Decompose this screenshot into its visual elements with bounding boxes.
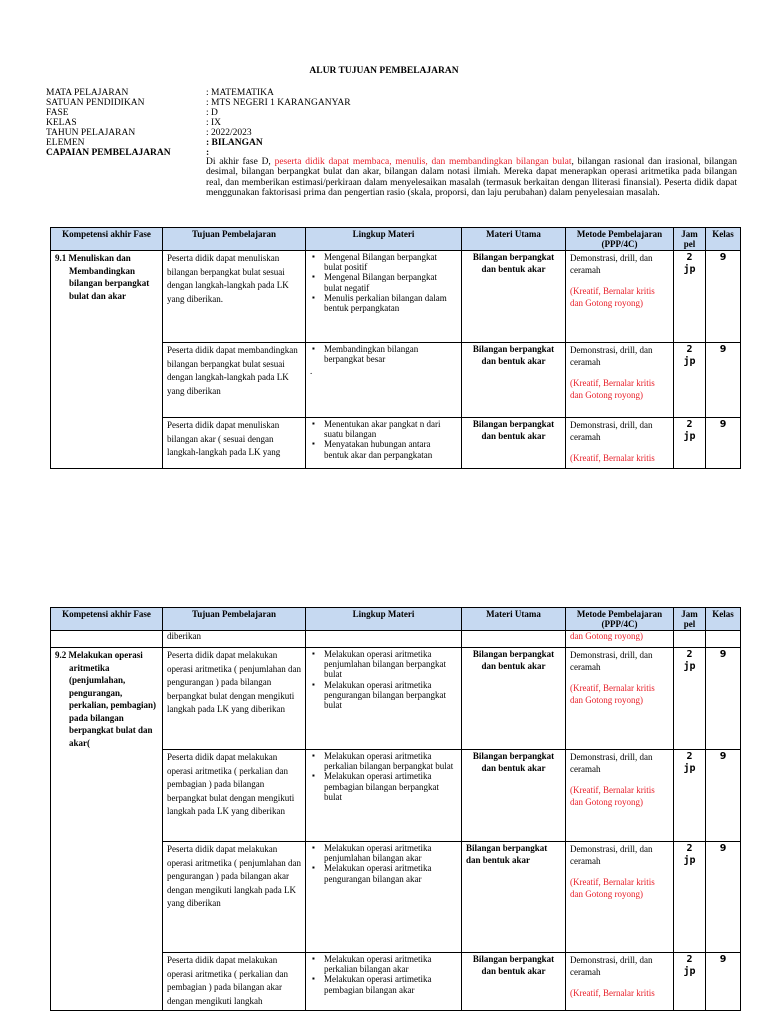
jam-cell: 2 jp — [674, 750, 706, 842]
list-item: ▪ Menulis perkalian bilangan dalam bentuk perpangkatan — [324, 293, 457, 313]
materi-cell — [462, 631, 566, 648]
kelas-cell: 9 — [706, 750, 741, 842]
metode-text: Demonstrasi, drill, dan ceramah — [570, 420, 653, 442]
meta-value: : MATEMATIKA — [206, 88, 274, 98]
jam-cell: 2 jp — [674, 648, 706, 750]
meta-label: KELAS — [46, 118, 77, 128]
kelas-cell: 9 — [706, 648, 741, 750]
tujuan-cell: Peserta didik dapat melakukan operasi aritmetika ( perkalian dan pembagian ) pada bilangan berpangkat bulat dengan mengikuti langkah pada LK yang diberikan — [163, 750, 306, 842]
list-item: ▪ Menentukan akar pangkat n dari suatu bilangan — [324, 419, 457, 439]
metode-cell — [566, 343, 674, 418]
tujuan-cell: Peserta didik dapat melakukan operasi aritmetika ( penjumlahan dan pengurangan ) pada bilangan akar dengan mengikuti langkah pada LK yang diberikan — [163, 842, 306, 953]
kelas-cell: 9 — [706, 418, 741, 469]
document-title: ALUR TUJUAN PEMBELAJARAN — [309, 66, 459, 76]
kelas-cell — [706, 631, 741, 648]
kelas-cell: 9 — [706, 953, 741, 1011]
lingkup-cell — [306, 648, 462, 750]
atp-table-1 — [50, 227, 741, 469]
list-item: ▪ Melakukan operasi aritmetika penjumlahan bilangan akar — [324, 843, 457, 863]
header-jam: Jam pel — [674, 228, 706, 251]
metode-text: Demonstrasi, drill, dan ceramah — [570, 253, 653, 275]
capaian-highlight: peserta didik dapat membaca, menulis, dan membandingkan bilangan bulat — [274, 157, 572, 167]
metode-cell — [566, 418, 674, 469]
lingkup-cell — [306, 842, 462, 953]
metode-text: Demonstrasi, drill, dan ceramah — [570, 650, 653, 672]
metode-values: (Kreatif, Bernalar kritis — [570, 988, 655, 998]
list-item: ▪ Melakukan operasi aritmetika perkalian bilangan berpangkat bulat — [324, 751, 457, 771]
metode-cell — [566, 953, 674, 1011]
metode-text: Demonstrasi, drill, dan ceramah — [570, 955, 653, 977]
kompetensi-cell — [51, 631, 163, 648]
header-tujuan: Tujuan Pembelajaran — [163, 608, 306, 631]
meta-block — [46, 88, 746, 158]
lingkup-cell — [306, 418, 462, 469]
materi-cell: Bilangan berpangkat dan bentuk akar — [462, 648, 566, 750]
header-kompetensi: Kompetensi akhir Fase — [51, 608, 163, 631]
tujuan-cell: Peserta didik dapat melakukan operasi aritmetika ( penjumlahan dan pengurangan ) pada bilangan berpangkat bulat dengan mengikuti langkah pada LK yang diberikan — [163, 648, 306, 750]
header-materi: Materi Utama — [462, 228, 566, 251]
jam-cell — [674, 631, 706, 648]
metode-cell — [566, 251, 674, 343]
metode-values: (Kreatif, Bernalar kritis — [570, 453, 655, 463]
table-row — [51, 251, 741, 343]
materi-cell: Bilangan berpangkat dan bentuk akar — [462, 842, 566, 953]
kelas-cell: 9 — [706, 842, 741, 953]
metode-values: (Kreatif, Bernalar kritis dan Gotong royong) — [570, 683, 655, 705]
list-item: ▪ Mengenal Bilangan berpangkat bulat positif — [324, 252, 457, 272]
materi-cell: Bilangan berpangkat dan bentuk akar — [462, 750, 566, 842]
kompetensi-cell — [51, 648, 163, 1011]
lingkup-cell — [306, 251, 462, 343]
kelas-cell: 9 — [706, 343, 741, 418]
list-item: ▪ Melakukan operasi aritmetika pengurangan bilangan berpangkat bulat — [324, 680, 457, 711]
meta-value: : IX — [206, 118, 222, 128]
list-item: ▪ Melakukan operasi aritmetika perkalian bilangan akar — [324, 954, 457, 974]
kompetensi-cell — [51, 251, 163, 469]
metode-text: Demonstrasi, drill, dan ceramah — [570, 752, 653, 774]
list-item: ▪ Melakukan operasi artimetika pembagian bilangan berpangkat bulat — [324, 771, 457, 802]
lingkup-cell — [306, 953, 462, 1011]
metode-values: (Kreatif, Bernalar kritis dan Gotong royong) — [570, 286, 655, 308]
list-item: ▪ Melakukan operasi aritmetika pengurangan bilangan akar — [324, 863, 457, 883]
metode-values: (Kreatif, Bernalar kritis dan Gotong royong) — [570, 877, 655, 899]
lingkup-cell — [306, 750, 462, 842]
atp-table-2 — [50, 607, 741, 1011]
metode-text: Demonstrasi, drill, dan ceramah — [570, 844, 653, 866]
metode-cell — [566, 750, 674, 842]
capaian-pre: Di akhir fase D, — [206, 157, 275, 167]
lingkup-extra: . — [310, 366, 313, 377]
meta-label: SATUAN PENDIDIKAN — [46, 98, 145, 108]
lingkup-cell — [306, 631, 462, 648]
list-item: ▪ Mengenal Bilangan berpangkat bulat negatif — [324, 272, 457, 292]
table-row — [51, 648, 741, 750]
header-kelas: Kelas — [706, 608, 741, 631]
header-lingkup: Lingkup Materi — [306, 228, 462, 251]
table-row — [51, 631, 741, 648]
tujuan-cell: Peserta didik dapat melakukan operasi aritmetika ( perkalian dan pembagian ) pada bilangan akar dengan mengikuti langkah — [163, 953, 306, 1011]
meta-value: : BILANGAN — [206, 138, 263, 148]
metode-values: (Kreatif, Bernalar kritis dan Gotong royong) — [570, 785, 655, 807]
meta-value: : 2022/2023 — [206, 128, 252, 138]
header-metode: Metode Pembelajaran (PPP/4C) — [566, 228, 674, 251]
list-item: ▪ Membandingkan bilangan berpangkat besar — [324, 344, 457, 364]
jam-cell: 2 jp — [674, 343, 706, 418]
capaian-post: , bilangan rasional dan irasional, bilangan desimal, bilangan berpangkat bulat dan akar, bilangan dalam notasi ilmiah. Mereka dapat menerapkan operasi aritmetika pada bilangan real, dan memberikan estimasi/perkiraan dalam menyelesaikan masalah (termasuk berkaitan dengan lliterasi finansial). Peserta didik dapat menggunakan faktorisasi prima dan pengertian rasio (skala, proporsi, dan laju perubahan) dalam penyelesaian masalah. — [206, 157, 737, 199]
kelas-cell: 9 — [706, 251, 741, 343]
materi-cell: Bilangan berpangkat dan bentuk akar — [462, 343, 566, 418]
meta-value: : MTS NEGERI 1 KARANGANYAR — [206, 98, 351, 108]
header-metode: Metode Pembelajaran (PPP/4C) — [566, 608, 674, 631]
materi-cell: Bilangan berpangkat dan bentuk akar — [462, 418, 566, 469]
header-tujuan: Tujuan Pembelajaran — [163, 228, 306, 251]
lingkup-cell — [306, 343, 462, 418]
header-jam: Jam pel — [674, 608, 706, 631]
capaian-text — [206, 157, 737, 199]
jam-cell: 2 jp — [674, 842, 706, 953]
meta-label: FASE — [46, 108, 69, 118]
list-item: ▪ Melakukan operasi aritmetika penjumlahan bilangan berpangkat bulat — [324, 649, 457, 680]
header-lingkup: Lingkup Materi — [306, 608, 462, 631]
metode-cell — [566, 842, 674, 953]
meta-label: MATA PELAJARAN — [46, 88, 129, 98]
capaian-colon: : — [206, 148, 210, 158]
capaian-label: CAPAIAN PEMBELAJARAN — [46, 148, 171, 158]
materi-cell: Bilangan berpangkat dan bentuk akar — [462, 251, 566, 343]
meta-label: TAHUN PELAJARAN — [46, 128, 136, 138]
jam-cell: 2 jp — [674, 418, 706, 469]
materi-cell: Bilangan berpangkat dan bentuk akar — [462, 953, 566, 1011]
header-materi: Materi Utama — [462, 608, 566, 631]
metode-values: (Kreatif, Bernalar kritis dan Gotong royong) — [570, 378, 655, 400]
list-item: ▪ Menyatakan hubungan antara bentuk akar dan perpangkatan — [324, 439, 457, 459]
tujuan-cell: diberikan — [163, 631, 306, 648]
kompetensi-text: 9.2 Melakukan operasi aritmetika (penjumlahan, pengurangan, perkalian, pembagian) pada bilangan berpangkat bulat dan akar( — [55, 650, 157, 748]
tujuan-cell: Peserta didik dapat menuliskan bilangan akar ( sesuai dengan langkah-langkah pada LK yang — [163, 418, 306, 469]
header-kelas: Kelas — [706, 228, 741, 251]
list-item: ▪ Melakukan operasi artimetika pembagian bilangan akar — [324, 974, 457, 994]
tujuan-cell: Peserta didik dapat menuliskan bilangan berpangkat bulat sesuai dengan langkah-langkah pada LK yang diberikan. — [163, 251, 306, 343]
metode-values: dan Gotong royong) — [566, 631, 674, 648]
kompetensi-text: 9.1 Menuliskan dan Membandingkan bilangan berpangkat bulat dan akar — [55, 253, 150, 301]
meta-value: : D — [206, 108, 218, 118]
metode-text: Demonstrasi, drill, dan ceramah — [570, 345, 653, 367]
header-kompetensi: Kompetensi akhir Fase — [51, 228, 163, 251]
meta-label: ELEMEN — [46, 138, 85, 148]
tujuan-cell: Peserta didik dapat membandingkan bilangan berpangkat bulat sesuai dengan langkah-langkah pada LK yang diberikan — [163, 343, 306, 418]
jam-cell: 2 jp — [674, 953, 706, 1011]
jam-cell: 2 jp — [674, 251, 706, 343]
metode-cell — [566, 648, 674, 750]
